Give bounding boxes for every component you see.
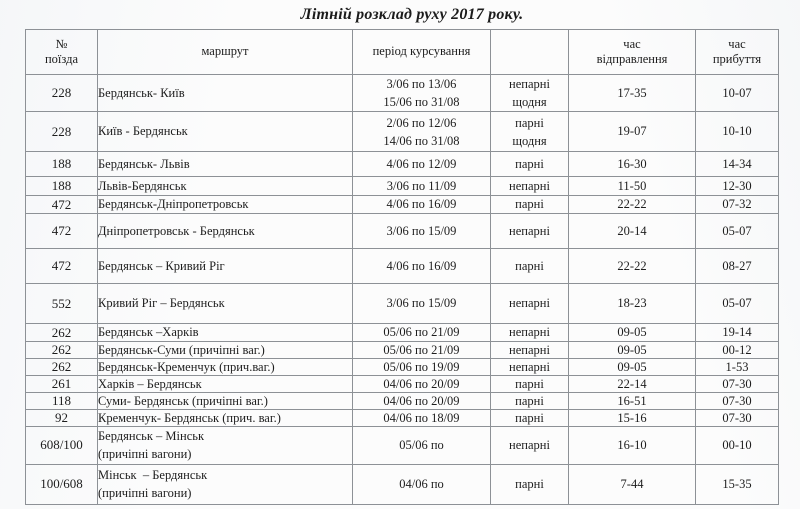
- table-row: [26, 196, 779, 214]
- cell-parity: непарні щодня: [491, 75, 569, 112]
- column-header-departure-line2: відправлення: [596, 52, 668, 66]
- table-header-row: [26, 30, 779, 75]
- cell-arrival-time: 10-10: [696, 112, 779, 152]
- cell-train-number: 188: [26, 177, 98, 196]
- cell-route: Бердянськ-Суми (причіпні ваг.): [98, 342, 353, 359]
- column-header-arrival-time: [696, 30, 779, 75]
- cell-train-number: 262: [26, 342, 98, 359]
- column-header-train-number-line2: поїзда: [44, 52, 79, 66]
- table-row: [26, 342, 779, 359]
- cell-departure-time: 17-35: [569, 75, 696, 112]
- cell-parity: непарні: [491, 342, 569, 359]
- table-row: [26, 284, 779, 324]
- column-header-train-number-line1: №: [55, 36, 68, 51]
- cell-arrival-time: 15-35: [696, 464, 779, 504]
- cell-route: Дніпропетровськ - Бердянськ: [98, 214, 353, 249]
- cell-arrival-time: 05-07: [696, 214, 779, 249]
- cell-train-number: 92: [26, 410, 98, 427]
- column-header-period-line1: період курсування: [372, 44, 471, 59]
- table-row: [26, 177, 779, 196]
- cell-departure-time: 7-44: [569, 464, 696, 504]
- cell-train-number: 188: [26, 152, 98, 177]
- table-row: [26, 249, 779, 284]
- table-row: [26, 359, 779, 376]
- cell-train-number: 261: [26, 376, 98, 393]
- cell-departure-time: 16-51: [569, 393, 696, 410]
- cell-route: Мінськ – Бердянськ (причіпні вагони): [98, 464, 353, 504]
- cell-train-number: 472: [26, 214, 98, 249]
- cell-train-number: 472: [26, 196, 98, 214]
- cell-train-number: 228: [26, 75, 98, 112]
- cell-parity: парні: [491, 410, 569, 427]
- cell-period: 3/06 по 11/09: [353, 177, 491, 196]
- cell-train-number: 472: [26, 249, 98, 284]
- cell-departure-time: 22-22: [569, 196, 696, 214]
- cell-route: Бердянськ-Кременчук (прич.ваг.): [98, 359, 353, 376]
- cell-parity: непарні: [491, 177, 569, 196]
- cell-period: 3/06 по 13/06 15/06 по 31/08: [353, 75, 491, 112]
- table-row: [26, 152, 779, 177]
- column-header-route-line1: маршрут: [201, 44, 249, 59]
- cell-route: Кривий Ріг – Бердянськ: [98, 284, 353, 324]
- table-row: [26, 112, 779, 152]
- cell-arrival-time: 10-07: [696, 75, 779, 112]
- table-row: [26, 393, 779, 410]
- train-schedule-table: [25, 29, 779, 505]
- cell-period: 05/06 по 21/09: [353, 342, 491, 359]
- column-header-route: [98, 30, 353, 75]
- cell-arrival-time: 00-12: [696, 342, 779, 359]
- cell-parity: парні: [491, 249, 569, 284]
- cell-departure-time: 22-22: [569, 249, 696, 284]
- cell-route: Бердянськ- Київ: [98, 75, 353, 112]
- table-body: [26, 75, 779, 505]
- cell-period: 4/06 по 16/09: [353, 249, 491, 284]
- cell-departure-time: 09-05: [569, 359, 696, 376]
- cell-parity: непарні: [491, 324, 569, 342]
- column-header-arrival-line2: прибуття: [712, 52, 762, 66]
- cell-departure-time: 16-10: [569, 427, 696, 464]
- page-title: Літній розклад руху 2017 року.: [300, 6, 524, 23]
- table-row: [26, 410, 779, 427]
- cell-parity: парні: [491, 376, 569, 393]
- cell-departure-time: 15-16: [569, 410, 696, 427]
- table-row: [26, 324, 779, 342]
- cell-arrival-time: 19-14: [696, 324, 779, 342]
- cell-train-number: 262: [26, 324, 98, 342]
- table-row: [26, 75, 779, 112]
- cell-arrival-time: 00-10: [696, 427, 779, 464]
- cell-route: Бердянськ- Львів: [98, 152, 353, 177]
- cell-train-number: 608/100: [26, 427, 98, 464]
- cell-period: 05/06 по 21/09: [353, 324, 491, 342]
- cell-period: 4/06 по 16/09: [353, 196, 491, 214]
- cell-arrival-time: 07-30: [696, 410, 779, 427]
- table-header: [26, 30, 779, 75]
- cell-departure-time: 19-07: [569, 112, 696, 152]
- table-row: [26, 464, 779, 504]
- cell-arrival-time: 07-32: [696, 196, 779, 214]
- cell-departure-time: 16-30: [569, 152, 696, 177]
- cell-route: Суми- Бердянськ (причіпні ваг.): [98, 393, 353, 410]
- cell-arrival-time: 05-07: [696, 284, 779, 324]
- cell-train-number: 228: [26, 112, 98, 152]
- cell-period: 04/06 по 20/09: [353, 393, 491, 410]
- cell-period: 2/06 по 12/06 14/06 по 31/08: [353, 112, 491, 152]
- cell-period: 04/06 по 18/09: [353, 410, 491, 427]
- cell-parity: непарні: [491, 427, 569, 464]
- column-header-parity: [491, 30, 569, 75]
- cell-departure-time: 09-05: [569, 324, 696, 342]
- cell-route: Бердянськ – Кривий Ріг: [98, 249, 353, 284]
- table-row: [26, 214, 779, 249]
- cell-route: Бердянськ –Харків: [98, 324, 353, 342]
- cell-parity: непарні: [491, 284, 569, 324]
- cell-parity: парні: [491, 196, 569, 214]
- cell-departure-time: 11-50: [569, 177, 696, 196]
- cell-route: Київ - Бердянськ: [98, 112, 353, 152]
- cell-period: 05/06 по: [353, 427, 491, 464]
- cell-parity: парні: [491, 464, 569, 504]
- cell-period: 3/06 по 15/09: [353, 214, 491, 249]
- cell-departure-time: 18-23: [569, 284, 696, 324]
- column-header-train-number: [26, 30, 98, 75]
- cell-arrival-time: 07-30: [696, 393, 779, 410]
- cell-train-number: 552: [26, 284, 98, 324]
- cell-train-number: 118: [26, 393, 98, 410]
- cell-period: 3/06 по 15/09: [353, 284, 491, 324]
- column-header-period: [353, 30, 491, 75]
- table-row: [26, 376, 779, 393]
- cell-arrival-time: 1-53: [696, 359, 779, 376]
- cell-route: Кременчук- Бердянськ (прич. ваг.): [98, 410, 353, 427]
- cell-route: Бердянськ-Дніпропетровськ: [98, 196, 353, 214]
- cell-period: 4/06 по 12/09: [353, 152, 491, 177]
- cell-route: Бердянськ – Мінськ (причіпні вагони): [98, 427, 353, 464]
- cell-parity: парні: [491, 152, 569, 177]
- cell-parity: непарні: [491, 359, 569, 376]
- column-header-arrival-line1: час: [728, 36, 746, 51]
- cell-period: 04/06 по 20/09: [353, 376, 491, 393]
- cell-arrival-time: 08-27: [696, 249, 779, 284]
- cell-parity: парні: [491, 393, 569, 410]
- table-row: [26, 427, 779, 464]
- cell-departure-time: 09-05: [569, 342, 696, 359]
- cell-departure-time: 20-14: [569, 214, 696, 249]
- cell-period: 04/06 по: [353, 464, 491, 504]
- cell-parity: непарні: [491, 214, 569, 249]
- cell-arrival-time: 12-30: [696, 177, 779, 196]
- cell-period: 05/06 по 19/09: [353, 359, 491, 376]
- column-header-departure-line1: час: [623, 36, 641, 51]
- cell-route: Харків – Бердянськ: [98, 376, 353, 393]
- column-header-departure-time: [569, 30, 696, 75]
- cell-departure-time: 22-14: [569, 376, 696, 393]
- cell-train-number: 100/608: [26, 464, 98, 504]
- cell-arrival-time: 14-34: [696, 152, 779, 177]
- cell-route: Львів-Бердянськ: [98, 177, 353, 196]
- cell-train-number: 262: [26, 359, 98, 376]
- cell-arrival-time: 07-30: [696, 376, 779, 393]
- cell-parity: парні щодня: [491, 112, 569, 152]
